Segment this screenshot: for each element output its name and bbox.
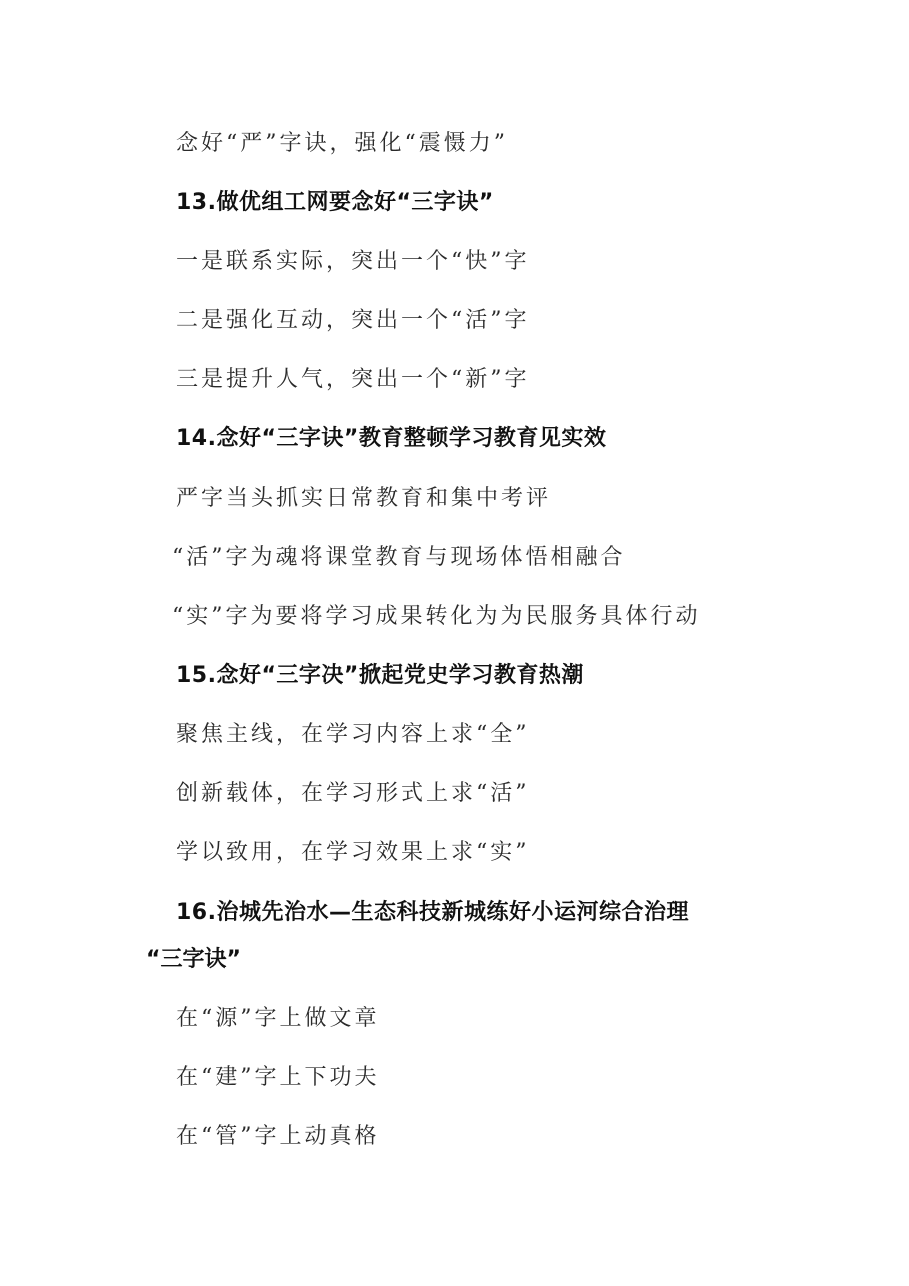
text-line: 念好“严”字诀，强化“震慑力” [176,131,508,156]
section-heading-15: 15.念好“三字决”掀起党史学习教育热潮 [176,663,584,688]
section-heading-16-continuation: “三字诀” [146,947,241,972]
text-line: “活”字为魂将课堂教育与现场体悟相融合 [172,545,626,570]
text-line: 学以致用，在学习效果上求“实” [176,840,530,865]
text-line: “实”字为要将学习成果转化为为民服务具体行动 [172,604,701,629]
text-line: 一是联系实际，突出一个“快”字 [176,249,530,274]
section-heading-13: 13.做优组工网要念好“三字诀” [176,190,494,215]
text-line: 严字当头抓实日常教育和集中考评 [176,486,552,511]
section-heading-16: 16.治城先治水—生态科技新城练好小运河综合治理 [176,900,689,925]
text-line: 在“管”字上动真格 [176,1124,380,1149]
text-line: 在“建”字上下功夫 [176,1065,380,1090]
text-line: 二是强化互动，突出一个“活”字 [176,308,530,333]
text-line: 在“源”字上做文章 [176,1006,380,1031]
text-line: 三是提升人气，突出一个“新”字 [176,367,530,392]
text-line: 创新载体，在学习形式上求“活” [176,781,530,806]
section-heading-14: 14.念好“三字诀”教育整顿学习教育见实效 [176,426,607,451]
text-line: 聚焦主线，在学习内容上求“全” [176,722,530,747]
